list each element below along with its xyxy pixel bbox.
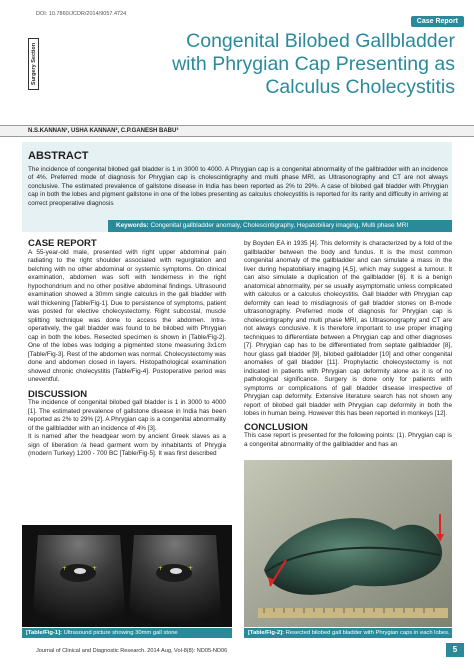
doi-text: DOI: 10.7860/JCDR/2014/9057.4724 xyxy=(36,11,127,17)
svg-text:+: + xyxy=(158,565,164,572)
specimen-photo xyxy=(244,460,452,627)
specimen-figure xyxy=(244,460,452,627)
figure-1-caption-text: Ultrasound picture showing 30mm gall stone xyxy=(63,630,178,636)
title-line-1: Congenital Bilobed Gallbladder xyxy=(186,30,455,52)
discussion-heading: DISCUSSION xyxy=(28,388,88,400)
abstract-heading: ABSTRACT xyxy=(28,150,89,162)
section-tab xyxy=(28,38,39,90)
keywords-label: Keywords: xyxy=(116,222,149,229)
authors: N.S.KANNAN¹, USHA KANNAN², C.P.GANESH BABU³ xyxy=(28,128,179,134)
ultrasound-image xyxy=(22,525,232,627)
case-report-text: A 55-year-old male, presented with right upper abdominal pain radiating to the right shoulder associated with regurgitation and belching with no other abdominal or systemic symptoms. On clinical examination, abdomen was soft with tenderness in the right hypochondrium and no other positive abdominal findings. Ultrasound examination showed a 30mm single calculus in the gall bladder with wall thickening [Table/Fig-1]. Due to persistence of symptoms, patient was posted for elective cholecystectomy. Right subcostal, muscle splitting technique was done to access the abdomen. Intra-operatively, the gall bladder was found to be bilobed with Phrygian cap in both the lobes. Resected specimen is shown in [Table/Fig-2]. One of the lobes was lodging a pigmented stone measuring 3x1cm [Table/Fig-3]. Rest of the abdomen was normal. Cholecystectomy was done and abdomen closed in layers. Histopathological examination showed chronic cholecystitis [Table/Fig-4]. Postoperative period was uneventful. xyxy=(28,248,226,383)
svg-text:+: + xyxy=(188,565,194,572)
keywords-bar xyxy=(108,220,452,232)
article-type-badge: Case Report xyxy=(411,16,464,27)
discussion-paragraph-2: It is named after the headgear worn by ancient Greek slaves as a sign of liberation /a head garment worn by inhabitants of Phrygia (modern Turkey) 1200 - 700 BC [Table/Fig-5]. It was first described xyxy=(28,433,226,457)
abstract-box xyxy=(22,142,452,232)
figure-2-caption xyxy=(244,628,452,638)
discussion-paragraph-1: The incidence of congenital bilobed gall bladder is 1 in 3000 to 4000 [1]. The estimated prevalence of gallstone disease in India has been reported as 2% to 29% [2]. A Phrygian cap is a congenital abnormality of the gallbladder with an incidence of 4% [3]. xyxy=(28,399,226,432)
svg-text:+: + xyxy=(62,565,68,572)
figure-1-label: [Table/Fig-1]: xyxy=(26,630,62,636)
conclusion-text: This case report is presented for the following points: (1). Phrygian cap is a congenital abnormality of the gallbladder and has an xyxy=(244,432,452,448)
left-column xyxy=(28,240,226,459)
discussion-continued: by Boyden EA in 1935 [4]. This deformity is characterized by a fold of the gallbladder between the body and fundus. It is the most common congenital anomaly of the gallbladder and can simulate a mass in the liver during hepatobiliary imaging [4,5], which may suggest a tumour. It can also simulate a duplication of the gallbladder [6]. It is a benign anatomical abnormality, per se usually asymptomatic unless complicated with calculus or a calculus cholecystitis. Gall bladder with Phrygian cap deformity can lead to misdiagnosis of gall bladder stones on B-mode ultrasonography. Preferred mode of diagnosis for Phrygian cap is cholescintigraphy and multi phase MRI, as Ultrasonography and CT are not always conclusive. It is therefore important to use proper imaging techniques to differentiate between a Phrygian cap and other diagnoses [7]. Phrygian cap has to be differentiated from septate gallbladder [8], hour glass gall bladder [9], bilobed gallbladder [10] and other congenital anomalies of gall bladder [11]. Prophylactic cholecystectomy is not indicated in patients with Phrygian cap deformity alone as it is of no pathological significance. Surgery is done only for patients with symptoms or complications of gall bladder disease irrespective of Phrygian cap deformity. Extensive literature search has not shown any report of bilobed gall bladder with Phrygian cap deformity in both the lobes in human being. However this has been reported in monkeys [12]. xyxy=(244,240,452,417)
page-number: 5 xyxy=(446,643,464,657)
keywords-text: Congenital gallbladder anomaly, Cholescintigraphy, Hepatobiliary imaging, Multi phase MRI xyxy=(150,222,409,229)
right-column xyxy=(244,240,452,449)
abstract-text: The incidence of congenital bilobed gall bladder is 1 in 3000 to 4000. A Phrygian cap is a congenital abnormality of the gallbladder with an incidence of 4%. Preferred mode of diagnosis for Phrygian cap is cholescintigraphy and multi phase MRI, as Ultrasonography and CT are not always conclusive. The estimated prevalence of gallstone disease in India has been reported as 2% to 29%. A case of bilobed gall bladder with Phrygian cap in both the lobes and pigment gallstone in one of the lobes presenting as calculus cholecystitis is reported for its rarity and difficulty in arriving at correct preoperative diagnosis xyxy=(28,166,448,207)
figure-2-caption-text: Resected bilobed gall bladder with Phrygian caps in each lobes. xyxy=(285,630,450,636)
figure-2-label: [Table/Fig-2]: xyxy=(248,630,284,636)
title-line-2: with Phrygian Cap Presenting as xyxy=(172,53,455,75)
journal-footer: Journal of Clinical and Diagnostic Research. 2014 Aug, Vol-8(8): ND05-ND06 xyxy=(36,648,228,654)
authors-bar xyxy=(0,125,474,137)
section-tab-label: Surgery Section xyxy=(30,42,37,86)
article-title xyxy=(150,30,455,99)
conclusion-heading: CONCLUSION xyxy=(244,421,308,433)
svg-text:+: + xyxy=(92,565,98,572)
figure-1-caption xyxy=(22,628,232,638)
ultrasound-figure xyxy=(22,525,232,627)
title-line-3: Calculus Cholecystitis xyxy=(265,76,455,98)
case-report-heading: CASE REPORT xyxy=(28,238,97,249)
